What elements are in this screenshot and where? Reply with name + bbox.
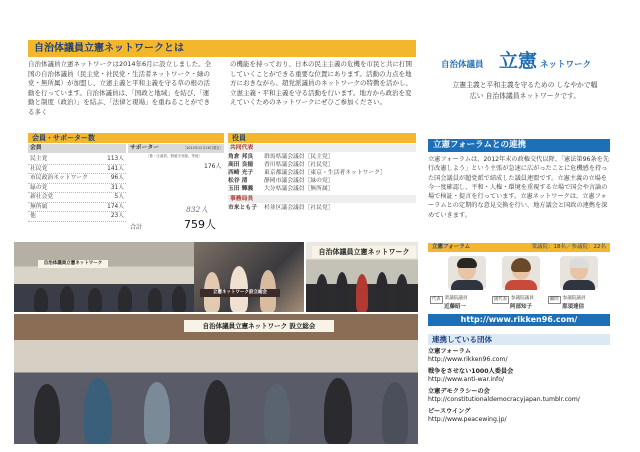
officer-name: 西崎 光子 [228, 170, 254, 176]
table-row [28, 155, 126, 165]
party-count: 141人 [107, 165, 124, 172]
forum-bar-label: 立憲フォーラム [432, 244, 471, 250]
brand-prefix: 自治体議員 [441, 60, 484, 70]
photo-banner-press: 自治体議員立憲ネットワーク [312, 246, 416, 258]
person-name: 阿部知子 [510, 304, 533, 310]
table-row [28, 212, 126, 222]
party-count: 31人 [110, 184, 124, 191]
officer-row [228, 177, 416, 185]
table-row [28, 184, 126, 194]
intro-text-col1: 自治体議員立憲ネットワークは2014年6月に設立しました。全国の自治体議員（民主党・社民党・生活者ネットワーク・緑の党・無所属）が加盟し、立憲主義と平和主義を守る草の根の活動を行っています。自治体議員は、「国政と地域」を結び、「運動と制度（政治）」を結ぶ、「法律と現場」を重ねることができる多く [28, 60, 212, 116]
photo-banner-crowd: 立憲ネットワーク設立総会 [200, 289, 280, 297]
tagline: 立憲主義と平和主義を守るための しなやかで幅広い 自治体議員ネットワークです。 [452, 81, 598, 100]
officer-info: 香川県議会議員［社民党］ [264, 162, 334, 168]
photo-banner-assembly: 自治体議員立憲ネットワーク 設立総会 [184, 320, 334, 332]
members-date-note: ［2015年12月16日現在］ [183, 146, 223, 150]
officer-info: 群馬県議会議員［民主党］ [264, 154, 334, 160]
officer-info: 大分県議会議員［無所属］ [264, 186, 334, 192]
person-name: 那須達信 [562, 304, 585, 310]
role-tag: 顧問 [550, 297, 559, 302]
officer-row [228, 185, 416, 193]
supporter-note: ［都・区議員、無確手登録、等地］ [146, 154, 202, 158]
person-name: 近藤昭一 [444, 304, 467, 310]
supporters-label: サポーター [130, 145, 159, 151]
section-title-about: 自治体議員立憲ネットワークとは [28, 40, 416, 57]
person-caption [430, 296, 468, 311]
officers-list [228, 144, 416, 212]
officers-title: 役員 [228, 133, 416, 143]
org-name: 戦争をさせない1000人委員会 [428, 367, 514, 375]
officer-row [228, 153, 416, 161]
person-caption [492, 296, 534, 311]
table-row [28, 193, 126, 203]
members-table [28, 144, 224, 236]
party-count: 113人 [107, 156, 124, 162]
list-item [428, 388, 610, 404]
person-title: 衆議院議員 [444, 296, 468, 301]
person-title: 参議院議員 [510, 296, 534, 301]
org-name: 立憲フォーラム [428, 348, 471, 355]
org-url-link[interactable]: http://www.rikken96.com/ [428, 356, 508, 364]
forum-description: 立憲フォーラムは、2012年末の政権交代以降、「憲法第96条を先行改憲しよう」という主張が急速に広がったことに危機感を持った国会議員が超党派で結成した議員連盟です。立憲主義の立場を今一度確認し、平和・人権・環境を重視する立場で国会や言論の場で検証・提言を行っています。立憲ネットワークは、立憲フォーラムとの定期的な意見交換を行い、地方議会と国政の連携を深めていきます。 [428, 156, 610, 219]
total-count: 759人 [184, 218, 216, 231]
forum-bar-counts: 衆議院：18名／参議院：22名 [531, 244, 606, 250]
intro-text-col2: の機能を持っており、日本の民主主義の危機を市民と共に打開していくことができる重要な位置にあります。活動の力点を地方におきながら、超党派議員のネットワークの特徴を活かし、立憲主義・平和主義を守る活動を行います。地方から政治を変えていくためのネットワークにぜひご参加ください。 [230, 60, 412, 107]
portrait-advisor [560, 256, 598, 290]
brand-suffix: ネットワーク [540, 60, 592, 70]
members-rows [28, 155, 126, 222]
table-row [28, 165, 126, 175]
co-rep-heading: 共同代表 [228, 144, 416, 152]
orgs-title: 連携している団体 [428, 334, 610, 345]
org-url-link[interactable]: http://constitutionaldemocracyjapan.tumblr.com/ [428, 396, 580, 404]
party-name: 民主党 [30, 156, 48, 162]
supporter-count: 176人 [204, 163, 222, 170]
party-count: 96人 [110, 175, 124, 181]
party-count: 174人 [107, 203, 124, 210]
forum-title: 立憲フォーラムとの連携 [428, 139, 610, 152]
rikken-url-link[interactable]: http://www.rikken96.com/ [428, 314, 610, 326]
role-tag: 副代表 [494, 297, 507, 302]
orgs-list [428, 348, 610, 428]
org-name: 立憲デモクラシーの会 [428, 387, 490, 395]
members-title: 会員・サポーター数 [28, 133, 224, 143]
supporters-col-header [128, 144, 224, 153]
person-title: 参議院議員 [562, 296, 586, 301]
list-item [428, 368, 610, 384]
photo-founding-assembly [14, 314, 418, 444]
table-row [28, 203, 126, 213]
officer-row [228, 204, 416, 212]
officer-name: 松谷 清 [228, 178, 248, 184]
person-caption [548, 296, 586, 311]
list-item [428, 348, 610, 364]
org-url-link[interactable]: http://www.peacewing.jp/ [428, 415, 507, 423]
forum-member-bar [428, 243, 610, 252]
brand-logo-text: 立憲 [499, 50, 538, 72]
secretary-heading: 事務局長 [228, 195, 416, 203]
party-name: 緑の党 [30, 184, 48, 191]
org-name: ピースウイング [428, 407, 471, 415]
party-count: 5人 [114, 194, 124, 200]
members-col-header: 会員 [28, 144, 126, 153]
officer-name: 高田 良徳 [228, 162, 254, 168]
total-label: 合計 [130, 224, 143, 231]
org-url-link[interactable]: http://www.anti-war.info/ [428, 376, 505, 384]
photo-crowd [194, 242, 304, 312]
handwritten-note: 832人 [186, 205, 208, 214]
officer-name: 玉田 輝義 [228, 186, 254, 192]
party-name: 市民政治ネットワーク [30, 175, 88, 181]
party-name: 無所属 [30, 203, 48, 210]
photo-banner-small: 自治体議員立憲ネットワーク [38, 260, 108, 268]
role-tag: 代表 [432, 297, 441, 302]
portrait-vice-representative [502, 256, 540, 290]
portrait-representative [448, 256, 486, 290]
officer-info: 東京都議会議員［東京・生活者ネットワーク］ [264, 170, 386, 176]
officer-name: 市来とも子 [228, 205, 257, 211]
party-name: 他 [30, 213, 36, 219]
party-name: 社民党 [30, 165, 48, 172]
photo-meeting-hall [14, 242, 194, 312]
party-name: 新社会党 [30, 194, 54, 200]
table-row [28, 174, 126, 184]
officer-info: 静岡市議会議員［緑の党］ [264, 178, 334, 184]
officer-info: 杉並区議会議員［社民党］ [264, 205, 334, 211]
officer-name: 角倉 邦良 [228, 154, 254, 160]
list-item [428, 408, 610, 424]
party-count: 23人 [110, 213, 124, 219]
officer-row [228, 161, 416, 169]
officer-row [228, 169, 416, 177]
